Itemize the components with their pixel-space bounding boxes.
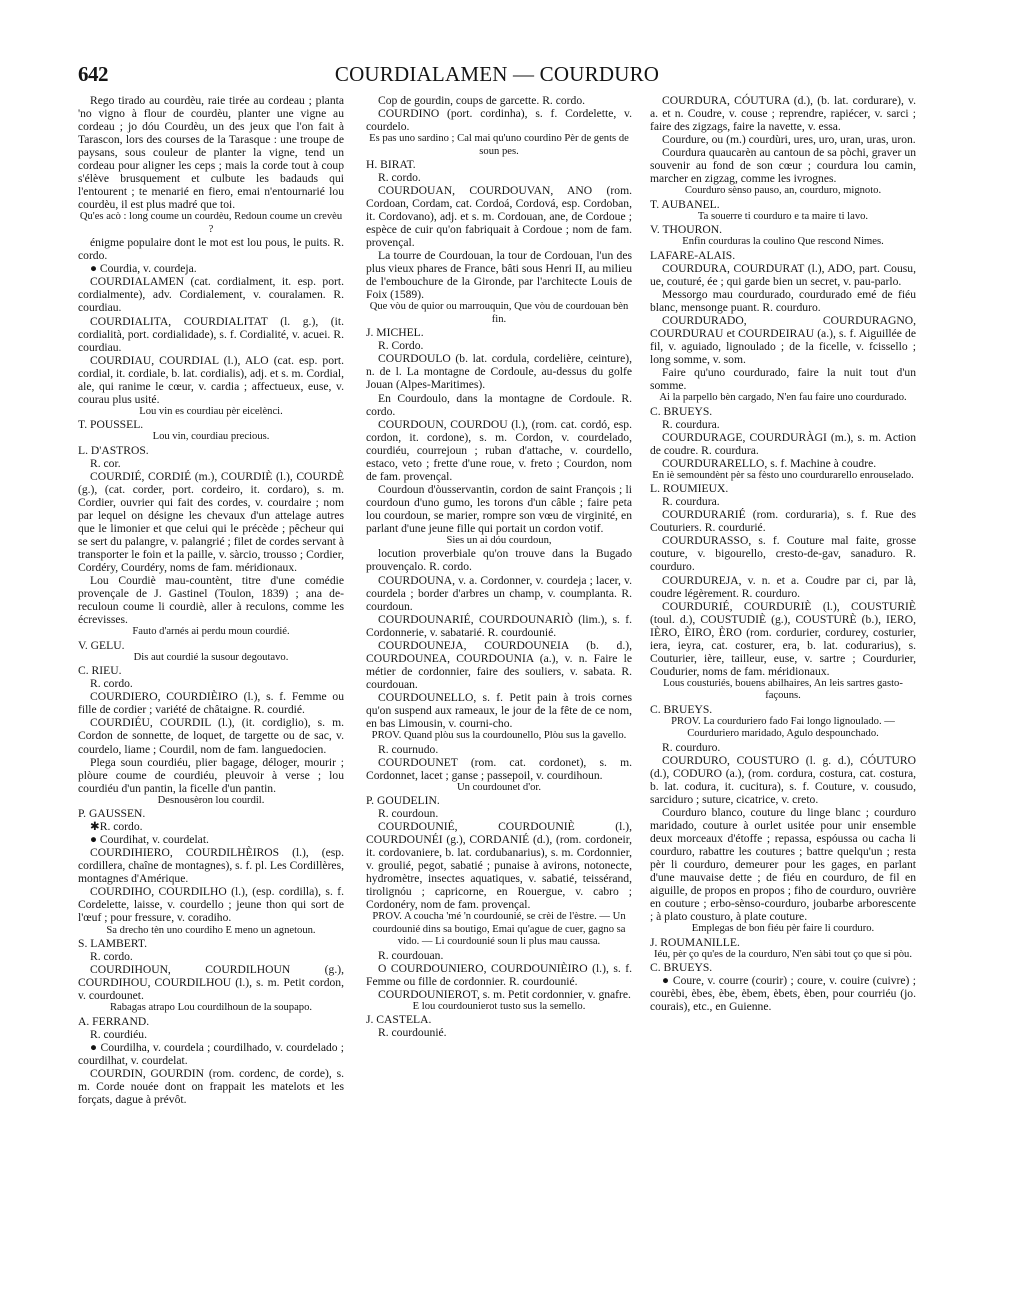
dictionary-entry: O COURDOUNIERO, COURDOUNIÈIRO (l.), s. f. Femme ou fille de cordonnier. R. courdounié.	[366, 961, 632, 988]
dictionary-entry: Courdoun d'òusservantin, cordon de saint François ; li courdoun d'uno gumo, les torons d'un câble ; faire peta lou courdoun, se marier, rompre son vœu de virginité, en parlant d'une jeune fille qui portait un cordon votif.	[366, 482, 632, 535]
dictionary-entry: locution proverbiale qu'on trouve dans la Bugado prouvençalo. R. cordo.	[366, 547, 632, 574]
dictionary-entry: COURDIN, GOURDIN (rom. cordenc, de corde), s. m. Corde nouée dont on frappait les matelots et les forçats, dague à prévôt.	[78, 1066, 344, 1106]
dictionary-entry: COURDUREJA, v. n. et a. Coudre par ci, par là, coudre légèrement. R. courduro.	[650, 573, 916, 600]
quotation: E lou courdounierot tusto sus la semello.	[412, 1000, 586, 1012]
quotation: Enfin courduras la coulino Que rescond Nimes.	[682, 236, 884, 248]
dictionary-entry: COURDIHOUN, COURDILHOUN (g.), COURDIHOU, COURDILHOU (l.), s. m. Petit cordon, v. courdounet.	[78, 963, 344, 1003]
running-head: COURDIALAMEN — COURDURO	[334, 62, 660, 86]
quotation: Iéu, pèr ço qu'es de la courduro, N'en sàbi tout ço que si pòu.	[654, 948, 912, 960]
dictionary-entry: COURDOUNIEROT, s. m. Petit cordonnier, v. gnafre.	[378, 987, 631, 1001]
quotation: Desnousèron lou courdil.	[157, 794, 265, 806]
quotation: Un courdounet d'or.	[457, 781, 541, 793]
dictionary-entry: COURDIHIERO, COURDILHÈIROS (l.), (esp. cordillera, chaîne de montagnes), s. f. pl. Les Cordillères, montagnes d'Amérique.	[78, 846, 344, 886]
dictionary-entry: Rego tirado au courdèu, raie tirée au cordeau ; planta 'no vigno à flour de courdèu, planter une vigne au cordeau ; jo dóu Courdèu, un des jeux que l'on fait à Tarascon, lors des courses de la Tarasque : une troupe de paysans, sous couleur de planter la vigne, tend un cordeau pour aligner les ceps ; mais la corde tout à coup s'élève brusquement et culbute les badauds qui l'entourent ; te menarié en fiero, emai n'entournarié lou courdèu, il est plus madré que toi.	[78, 94, 344, 212]
column-middle	[366, 94, 632, 1039]
quotation: PROV. La courduriero fado Fai longo lignoulado. — Courduriero maridado, Agulo despounchado.	[671, 715, 895, 740]
quotation: Dis aut courdié la susour degoutavo.	[133, 651, 289, 663]
dictionary-entry: R. courduro.	[662, 740, 721, 754]
dictionary-entry: COURDOUNELLO, s. f. Petit pain à trois cornes qu'on suspend aux rameaux, le jour de la fête de ce nom, en bas Limousin, v. courni-cho.	[366, 690, 632, 731]
quotation-author: C. BRUEYS.	[650, 961, 713, 975]
dictionary-entry: R. courdura.	[662, 417, 720, 431]
dictionary-entry: COURDOUNEJA, COURDOUNEIA (b. d.), COURDOUNEA, COURDOUNIA (a.), v. n. Faire le métier de cordonnier, faire des souliers, v. sabata. R. courdouan.	[366, 638, 632, 691]
quotation: PROV. A coucha 'mé 'n courdounié, se crèi de l'èstre. — Un courdounié dins sa boutigo, Emai qu'ague de cuer, gagno sa vido. — Li courdounié soun li plus mau caussa.	[372, 911, 626, 948]
dictionary-entry: COURDURO, COUSTURO (l. g. d.), CÓUTURO (d.), CODURO (a.), (rom. cordura, costura, cat. costura, b. lat. codura, it. cucitura), s. f. Couture, v. cousudo, sarciduro ; suture, cicatrice, v. creto.	[650, 753, 916, 806]
dictionary-entry: COURDOUNIÉ, COURDOUNIÈ (l.), COURDOUNÉI (g.), CORDANIÉ (d.), (rom. cordoneir, it. cordovaniere, b. lat. cordubanarius), s. m. Cordonnier, v. groulié, pegot, sabatié ; punaise à avirons, notonecte, hydromètre, insectes aquatiques, v. sabatié, teissérand, tirolignóu ; capricorne, en Rouergue, v. cabro ; Cordonéry, nom de fam. provençal.	[366, 820, 632, 912]
dictionary-entry: COURDOUAN, COURDOUVAN, ANO (rom. Cordoan, Cordam, cat. Cordoá, Cordová, esp. Cordoban, it. Cordovano), adj. et s. m. Cordouan, ane, de Cordoue ; espèce de cuir qu'on fabriquait à Cordoue ; nom de fam. provençal.	[366, 184, 632, 250]
dictionary-entry: R. courdura.	[662, 495, 720, 509]
dictionary-entry: En Courdoulo, dans la montagne de Cordoule. R. cordo.	[366, 391, 632, 418]
dictionary-entry: COURDURA, CÓUTURA (d.), (b. lat. cordurare), v. a. et n. Coudre, v. couse ; reprendre, rapiécer, v. sarci ; faire des zigzags, faire la navette, v. essa.	[650, 94, 916, 134]
quotation-author: L. ROUMIEUX.	[650, 482, 729, 496]
dictionary-entry: COURDIALAMEN (cat. cordialment, it. esp. port. cordialmente), adv. Cordialement, v. couralamen. R. courdiau.	[78, 275, 344, 315]
quotation: Lou vin es courdiau pèr eicelènci.	[139, 405, 283, 417]
quotation: Emplegas de bon fiéu pèr faire li courduro.	[691, 923, 875, 935]
dictionary-entry: COURDOUNARIÉ, COURDOUNARIÒ (lim.), s. f. Cordonnerie, v. sabatarié. R. courdounié.	[366, 612, 632, 639]
dictionary-entry: R. courdouan.	[378, 948, 444, 962]
quotation-author: V. GELU.	[78, 638, 125, 652]
dictionary-entry: ● Courdilha, v. courdela ; courdilhado, v. courdelado ; courdilhat, v. courdelat.	[78, 1040, 344, 1067]
dictionary-entry: Courduro blanco, couture du linge blanc ; courduro maridado, couture à ourlet usitée pour unir ensemble deux morceaux d'étoffe ; repassa, espóussa ou cacha li courduro, rabattre les coutures ; battre quelqu'un ; resta pèr li courduro, demeurer pour les gages, en parlant d'une mauvaise dette ; de fiéu en courduro, de fil en aiguille, de propos en propos ; fiho de courduro, ouvrière en couture ; erbo-sènso-courduro, joubarbe arborescente ; à plato cousturo, à plate couture.	[650, 805, 916, 924]
dictionary-entry: COURDURARIÉ (rom. corduraria), s. f. Rue des Couturiers. R. courdurié.	[650, 508, 916, 535]
dictionary-entry: ● Courdihat, v. courdelat.	[90, 833, 209, 847]
quotation: En iè semoundènt pèr sa fèsto uno courdurarello enrouselado.	[652, 469, 914, 481]
quotation: Es pas uno sardino ; Cal mai qu'uno courdino Pèr de gents de soun pes.	[369, 133, 629, 157]
quotation-author: V. THOURON.	[650, 223, 723, 237]
quotation-author: T. AUBANEL.	[650, 197, 720, 211]
quotation-author: S. LAMBERT.	[78, 936, 147, 950]
dictionary-entry: COURDOUN, COURDOU (l.), (rom. cat. cordó, esp. cordon, it. cordone), s. m. Cordon, v. courdelado, courdiéu, courrejoun ; ruban d'attache, v. courdello, estaco, veto ; frette d'une roue, v. freto ; Courdon, nom de fam. provençal.	[366, 417, 632, 483]
dictionary-entry: Courdure, ou (m.) courdùri, ures, uro, uran, uras, uron.	[662, 133, 916, 147]
quotation: Ai la parpello bèn cargado, N'en fau faire uno courdurado.	[659, 392, 907, 404]
quotation: Ta souerre ti courduro e ta maire ti lavo.	[697, 210, 869, 222]
dictionary-entry: Plega soun courdiéu, plier bagage, déloger, mourir ; plòure coume de courdiéu, pleuvoir à verse ; lou courdiéu d'un pantin, la ficelle d'un pantin.	[78, 755, 344, 795]
quotation: Courduro sènso pauso, an, courduro, mignoto.	[684, 185, 882, 197]
dictionary-entry: COURDURIÉ, COURDURIÈ (l.), COUSTURIÈ (toul. d.), COUSTUDIÈ (g.), COUSTURÈ (b.), IERO, IÈRO, ÈIRO, ÈRO (rom. cordurier, cordurey, costurier, iera, ieyra, cat. costurer, era, b. lat. codurarius), s. Couturier, ière, tailleur, euse, v. sartre ; Courdurier, Coudurier, noms de fam. méridionaux.	[650, 599, 916, 678]
quotation-author: L. D'ASTROS.	[78, 443, 149, 457]
dictionary-entry: COURDINO (port. cordinha), s. f. Cordelette, v. courdelo.	[366, 107, 632, 134]
dictionary-entry: COURDOULO (b. lat. cordula, cordelière, ceinture), n. de l. La montagne de Cordoule, au-dessus du golfe Jouan (Alpes-Maritimes).	[366, 352, 632, 392]
dictionary-entry: COURDIÉ, CORDIÉ (m.), COURDIÈ (l.), COURDÈ (g.), (cat. corder, port. cordeiro, it. cordaro), s. m. Cordier, ouvrier qui fait des cordes, v. courdaire ; nom par lequel on désigne les chevaux d'un attelage autres que le limonier et que celui qui le précède ; pêcheur qui se sert du palangre, v. palangrié ; filet de cordes servant à transporter le foin et la paille, v. sàrcio, trousso ; Cordier, Cordéry, Courdéry, noms de fam. méridionaux.	[78, 469, 344, 575]
dictionary-entry: Courdura quaucarèn au cantoun de sa pòchi, graver un souvenir au fond de son cœur ; courdura lou camin, marcher en zigzag, comme les ivrognes.	[650, 146, 916, 186]
page-number: 642	[78, 62, 108, 86]
dictionary-entry: Faire qu'uno courdurado, faire la nuit tout d'un somme.	[650, 366, 916, 393]
dictionary-entry: R. cordo.	[90, 677, 133, 691]
quotation-author: LAFARE-ALAIS.	[650, 248, 736, 262]
quotation-author: H. BIRAT.	[366, 157, 416, 171]
quotation: Sies un ai dóu courdoun,	[446, 535, 552, 547]
quotation: Lou vin, courdiau precious.	[152, 431, 270, 443]
dictionary-entry: COURDIHO, COURDILHO (l.), (esp. cordilla), s. f. Cordelette, laisse, v. courdello ; jeune thon qui sort de l'œuf ; pour fressure, v. coradiho.	[78, 885, 344, 925]
quotation: Sa drecho tèn uno courdiho E meno un agnetoun.	[106, 924, 316, 936]
quotation-author: J. MICHEL.	[366, 326, 424, 340]
dictionary-entry: COURDOUNET (rom. cat. cordonet), s. m. Cordonnet, lacet ; ganse ; passepoil, v. courdihoun.	[366, 755, 632, 782]
dictionary-entry: COURDURAGE, COURDURÀGI (m.), s. m. Action de coudre. R. courdura.	[650, 430, 916, 457]
dictionary-entry: COURDOUNA, v. a. Cordonner, v. courdeja ; lacer, v. courdela ; border d'arbres un champ, v. coumplanta. R. courdoun.	[366, 573, 632, 613]
quotation-author: C. BRUEYS.	[650, 702, 713, 716]
quotation-author: A. FERRAND.	[78, 1014, 150, 1028]
dictionary-entry: R. Cordo.	[378, 339, 424, 353]
quotation-author: C. RIEU.	[78, 664, 122, 678]
dictionary-entry: R. courdoun.	[378, 807, 439, 821]
quotation-author: J. ROUMANILLE.	[650, 935, 740, 949]
dictionary-entry: La tourre de Courdouan, la tour de Cordouan, l'un des plus vieux phares de France, bâti sous Henri II, au milieu de l'embouchure de la Gironde, par l'architecte Louis de Foix (1589).	[366, 249, 632, 302]
dictionary-entry: R. cordo.	[90, 949, 133, 963]
column-left	[78, 94, 344, 1106]
quotation: Fauto d'arnés ai perdu moun courdié.	[132, 626, 290, 638]
page-header	[78, 62, 916, 86]
dictionary-entry: COURDURASSO, s. f. Couture mal faite, grosse couture, v. bigourello, cresto-de-gav, sanaduro. R. courduro.	[650, 534, 916, 574]
dictionary-entry: énigme populaire dont le mot est lou pous, le puits. R. cordo.	[78, 236, 344, 263]
dictionary-entry: COURDIÉU, COURDIL (l.), (it. cordiglio), s. m. Cordon de sonnette, de loquet, de targette ou de sac, v. courdelo, liame ; Courdil, nom de fam. languedocien.	[78, 716, 344, 756]
dictionary-entry: COURDIERO, COURDIÈIRO (l.), s. f. Femme ou fille de cordier ; variété de châtaigne. R. courdié.	[78, 690, 344, 717]
dictionary-entry: COURDURA, COURDURAT (l.), ADO, part. Cousu, ue, couturé, ée ; qui garde bien un secret, v. pau-parlo.	[650, 261, 916, 288]
quotation-author: P. GOUDELIN.	[366, 794, 440, 808]
dictionary-entry: COURDIAU, COURDIAL (l.), ALO (cat. esp. port. cordial, it. cordiale, b. lat. cordialis), adj. et s. m. Cordial, ale, qui ranime le cœur, v. cardia ; affectueux, euse, v. courau plus usité.	[78, 353, 344, 406]
dictionary-entry: Lou Courdiè mau-countènt, titre d'une comédie provençale de J. Gastinel (Toulon, 1839) ; ana de-reculoun coume li courdiè, aller à reculons, comme les écrevisses.	[78, 574, 344, 627]
quotation-author: P. GAUSSEN.	[78, 807, 146, 821]
dictionary-entry: COURDURARELLO, s. f. Machine à coudre.	[662, 456, 877, 470]
dictionary-entry: R. cournudo.	[378, 742, 439, 756]
dictionary-entry: R. cor.	[90, 456, 121, 470]
dictionary-entry: Messorgo mau courdurado, courdurado emé de fiéu blanc, mensonge puant. R. courduro.	[650, 287, 916, 314]
quotation: Rabagas atrapo Lou courdilhoun de la soupapo.	[109, 1002, 313, 1014]
dictionary-entry: COURDIALITA, COURDIALITAT (l. g.), (it. cordialità, port. cordialidade), s. f. Cordialité, v. acuei. R. courdiau.	[78, 314, 344, 354]
quotation-author: J. CASTELA.	[366, 1013, 432, 1027]
dictionary-entry: ✱R. cordo.	[90, 820, 143, 834]
quotation: Que vòu de quior ou marrouquin, Que vòu de courdouan bèn fin.	[369, 301, 629, 325]
dictionary-entry: ● Coure, v. courre (courir) ; coure, v. couire (cuivre) ; courèbi, èbes, èbe, èbem, èbets, èben, pour courriéu (jo. courais), etc., en Guienne.	[650, 974, 916, 1014]
quotation: Qu'es acò : long coume un courdèu, Redoun coume un crevèu ?	[79, 211, 343, 235]
dictionary-entry: ● Courdia, v. courdeja.	[90, 262, 197, 276]
dictionary-entry: R. courdiéu.	[90, 1027, 147, 1041]
dictionary-entry: Cop de gourdin, coups de garcette. R. cordo.	[378, 94, 586, 107]
dictionary-entry: COURDURADO, COURDURAGNO, COURDURAU et COURDEIRAU (a.), s. f. Aiguillée de fil, v. aguiado, lignoulado ; de la ficelle, v. fcissello ; long somme, v. som.	[650, 313, 916, 367]
quotation-author: T. POUSSEL.	[78, 418, 144, 432]
column-right	[650, 94, 916, 1013]
dictionary-entry: R. courdounié.	[378, 1026, 447, 1040]
quotation: PROV. Quand plòu sus la courdounello, Plòu sus la gavello.	[371, 730, 627, 742]
quotation: Lous cousturiés, bouens abilhaires, An leis sartres gasto-façouns.	[663, 677, 903, 702]
quotation-author: C. BRUEYS.	[650, 404, 713, 418]
dictionary-entry: R. cordo.	[378, 171, 421, 184]
